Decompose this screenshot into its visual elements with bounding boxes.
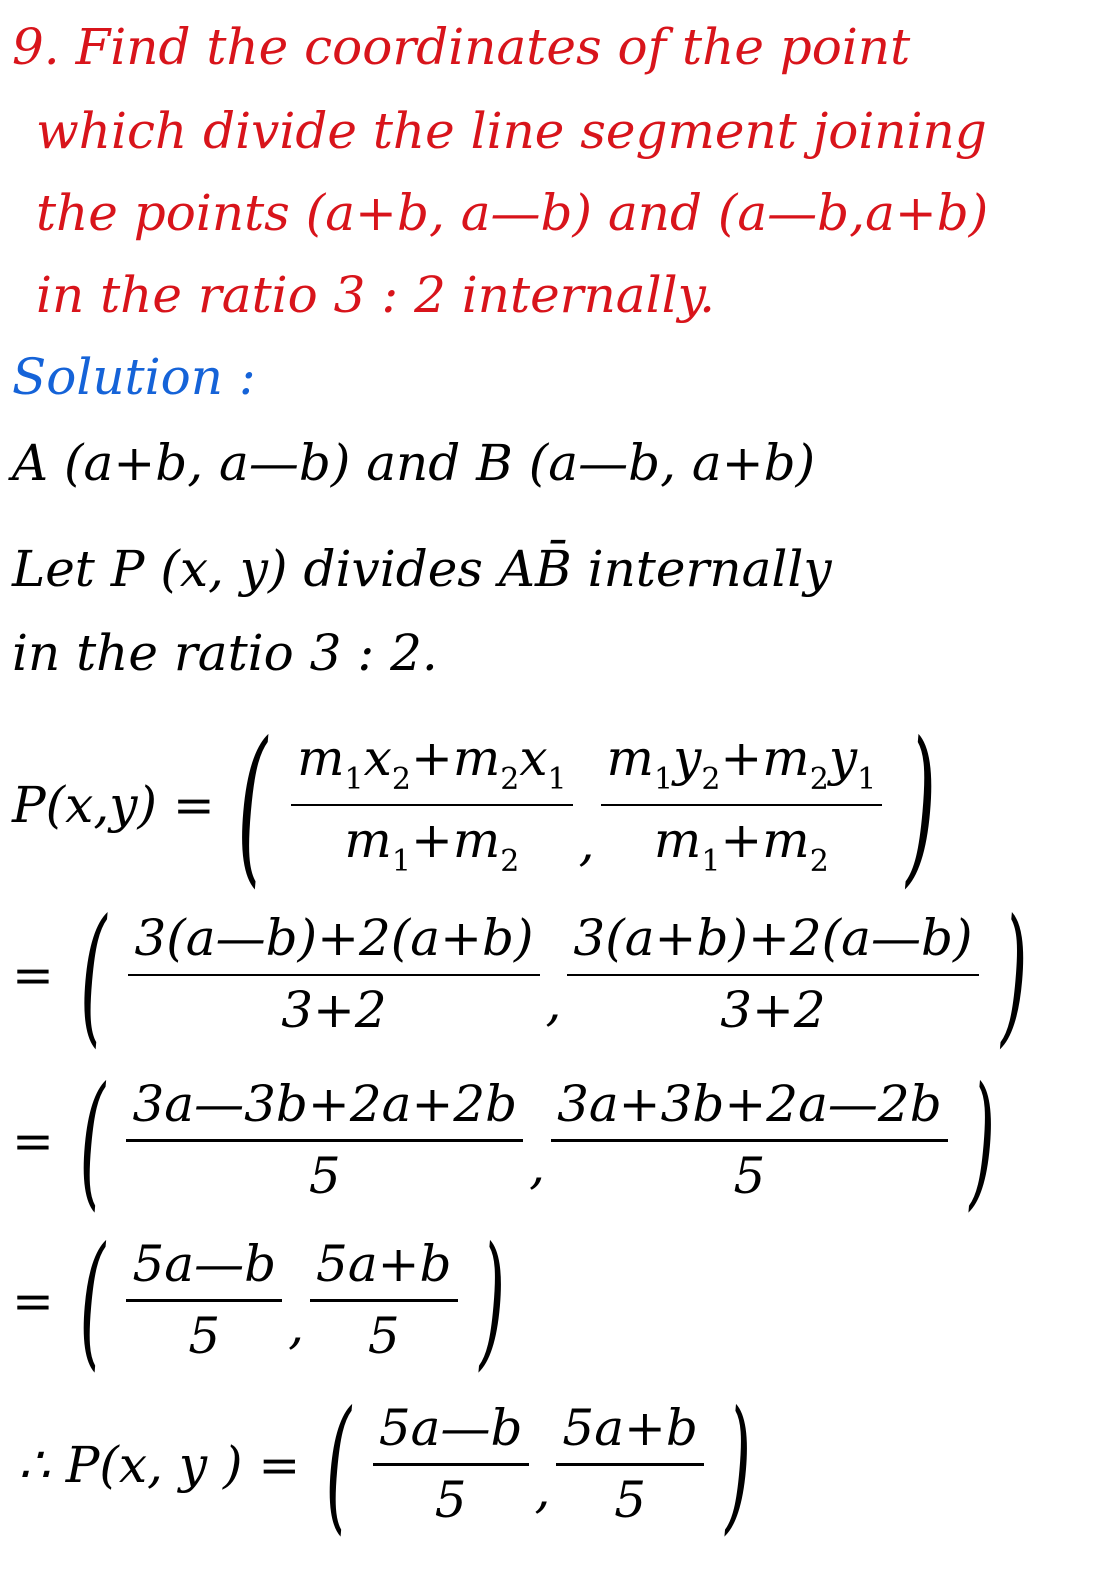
step-2-denominator-y: 5: [733, 1146, 766, 1205]
step-2-denominator-x: 5: [308, 1146, 341, 1205]
result-denominator-y: 5: [614, 1470, 647, 1529]
step-1-numerator-y: 3(a+b)+2(a—b): [573, 909, 973, 968]
ratio-line: in the ratio 3 : 2.: [12, 624, 438, 682]
step-2: = ( $\frac{3a—3b+2a+2b}{5}$ , $\frac{3a+3b+2a—2b}{5}$ ): [12, 1056, 995, 1225]
step-1-fraction-y: [567, 910, 978, 1040]
right-paren-icon: ): [969, 1056, 995, 1225]
left-paren-icon: (: [79, 1216, 105, 1385]
step-3: = ( $\frac{5a—b}{5}$ , $\frac{5a+b}{5}$ ): [12, 1216, 505, 1385]
step-2-fraction-x: [126, 1076, 523, 1206]
step-1-denominator-y: 3+2: [720, 981, 826, 1040]
result: ∴ P(x, y ) = ( $\frac{5a—b}{5}$ , $\frac{5a+b}{5}$ ): [18, 1380, 751, 1549]
step-2-fraction-y: [551, 1076, 948, 1206]
step-1-numerator-x: 3(a—b)+2(a+b): [134, 909, 534, 968]
step-3-fraction-x: [126, 1236, 282, 1366]
formula-fraction-x: [291, 730, 573, 880]
step-2-numerator-y: 3a+3b+2a—2b: [557, 1074, 942, 1133]
formula-denominator-x: $m_1+m_2$: [344, 811, 520, 880]
step-1-equals: =: [12, 946, 54, 1004]
right-paren-icon: ): [906, 706, 937, 904]
fraction-bar: [551, 1139, 948, 1142]
question-line-3: the points (a+b, a—b) and (a—b,a+b): [36, 184, 989, 242]
fraction-bar: [128, 974, 539, 977]
step-3-equals: =: [12, 1271, 54, 1330]
formula-lhs: P(x,y) =: [12, 776, 215, 834]
result-lhs: ∴ P(x, y ) =: [18, 1435, 301, 1494]
step-1-fraction-x: [128, 910, 539, 1040]
formula-denominator-y: $m_1+m_2$: [653, 811, 829, 880]
right-paren-icon: ): [1000, 888, 1027, 1062]
fraction-bar: [373, 1463, 529, 1466]
points-line: A (a+b, a—b) and B (a—b, a+b): [12, 434, 816, 492]
formula-numerator-x: $m_1x_2+m_2x_1$: [297, 729, 567, 798]
fraction-bar: [556, 1463, 704, 1466]
left-paren-icon: (: [237, 706, 267, 904]
fraction-bar: [567, 974, 978, 977]
result-denominator-x: 5: [434, 1470, 467, 1529]
question-line-1: 9. Find the coordinates of the point: [12, 18, 911, 76]
formula-numerator-y: $m_1y_2+m_2y_1$: [606, 729, 877, 798]
step-3-fraction-y: [310, 1236, 458, 1366]
step-3-denominator-x: 5: [188, 1306, 221, 1365]
left-paren-icon: (: [80, 888, 107, 1062]
right-paren-icon: ): [479, 1216, 505, 1385]
step-2-numerator-x: 3a—3b+2a+2b: [132, 1074, 518, 1133]
result-fraction-y: [556, 1400, 704, 1530]
result-fraction-x: [373, 1400, 529, 1530]
question-line-4: in the ratio 3 : 2 internally.: [36, 266, 716, 324]
let-line: Let P (x, y) divides AB̄ internally: [12, 540, 832, 598]
formula-fraction-y: [601, 730, 883, 880]
fraction-bar: [126, 1299, 282, 1302]
step-1: = ( $\frac{3(a—b)+2(a+b)}{3+2}$ , $\frac{3(a+b)+2(a—b)}{3+2}$ ): [12, 888, 1027, 1062]
fraction-bar: [310, 1299, 458, 1302]
solution-label: Solution :: [12, 348, 256, 406]
step-3-numerator-y: 5a+b: [316, 1234, 452, 1293]
fraction-bar: [601, 804, 883, 807]
fraction-bar: [126, 1139, 523, 1142]
result-numerator-x: 5a—b: [378, 1398, 523, 1457]
step-2-equals: =: [12, 1111, 54, 1170]
result-numerator-y: 5a+b: [562, 1398, 698, 1457]
left-paren-icon: (: [79, 1056, 105, 1225]
question-line-2: which divide the line segment joining: [36, 102, 987, 160]
step-3-denominator-y: 5: [367, 1306, 400, 1365]
right-paren-icon: ): [725, 1380, 751, 1549]
left-paren-icon: (: [325, 1380, 352, 1549]
section-formula: P(x,y) = ( $\frac{m_1x_2+m_2x_1}{m_1+m_2}$ , $\frac{m_1y_2+m_2y_1}{m_1+m_2}$ ): [12, 706, 937, 904]
step-3-numerator-x: 5a—b: [132, 1234, 277, 1293]
step-1-denominator-x: 3+2: [281, 981, 387, 1040]
fraction-bar: [291, 804, 573, 807]
